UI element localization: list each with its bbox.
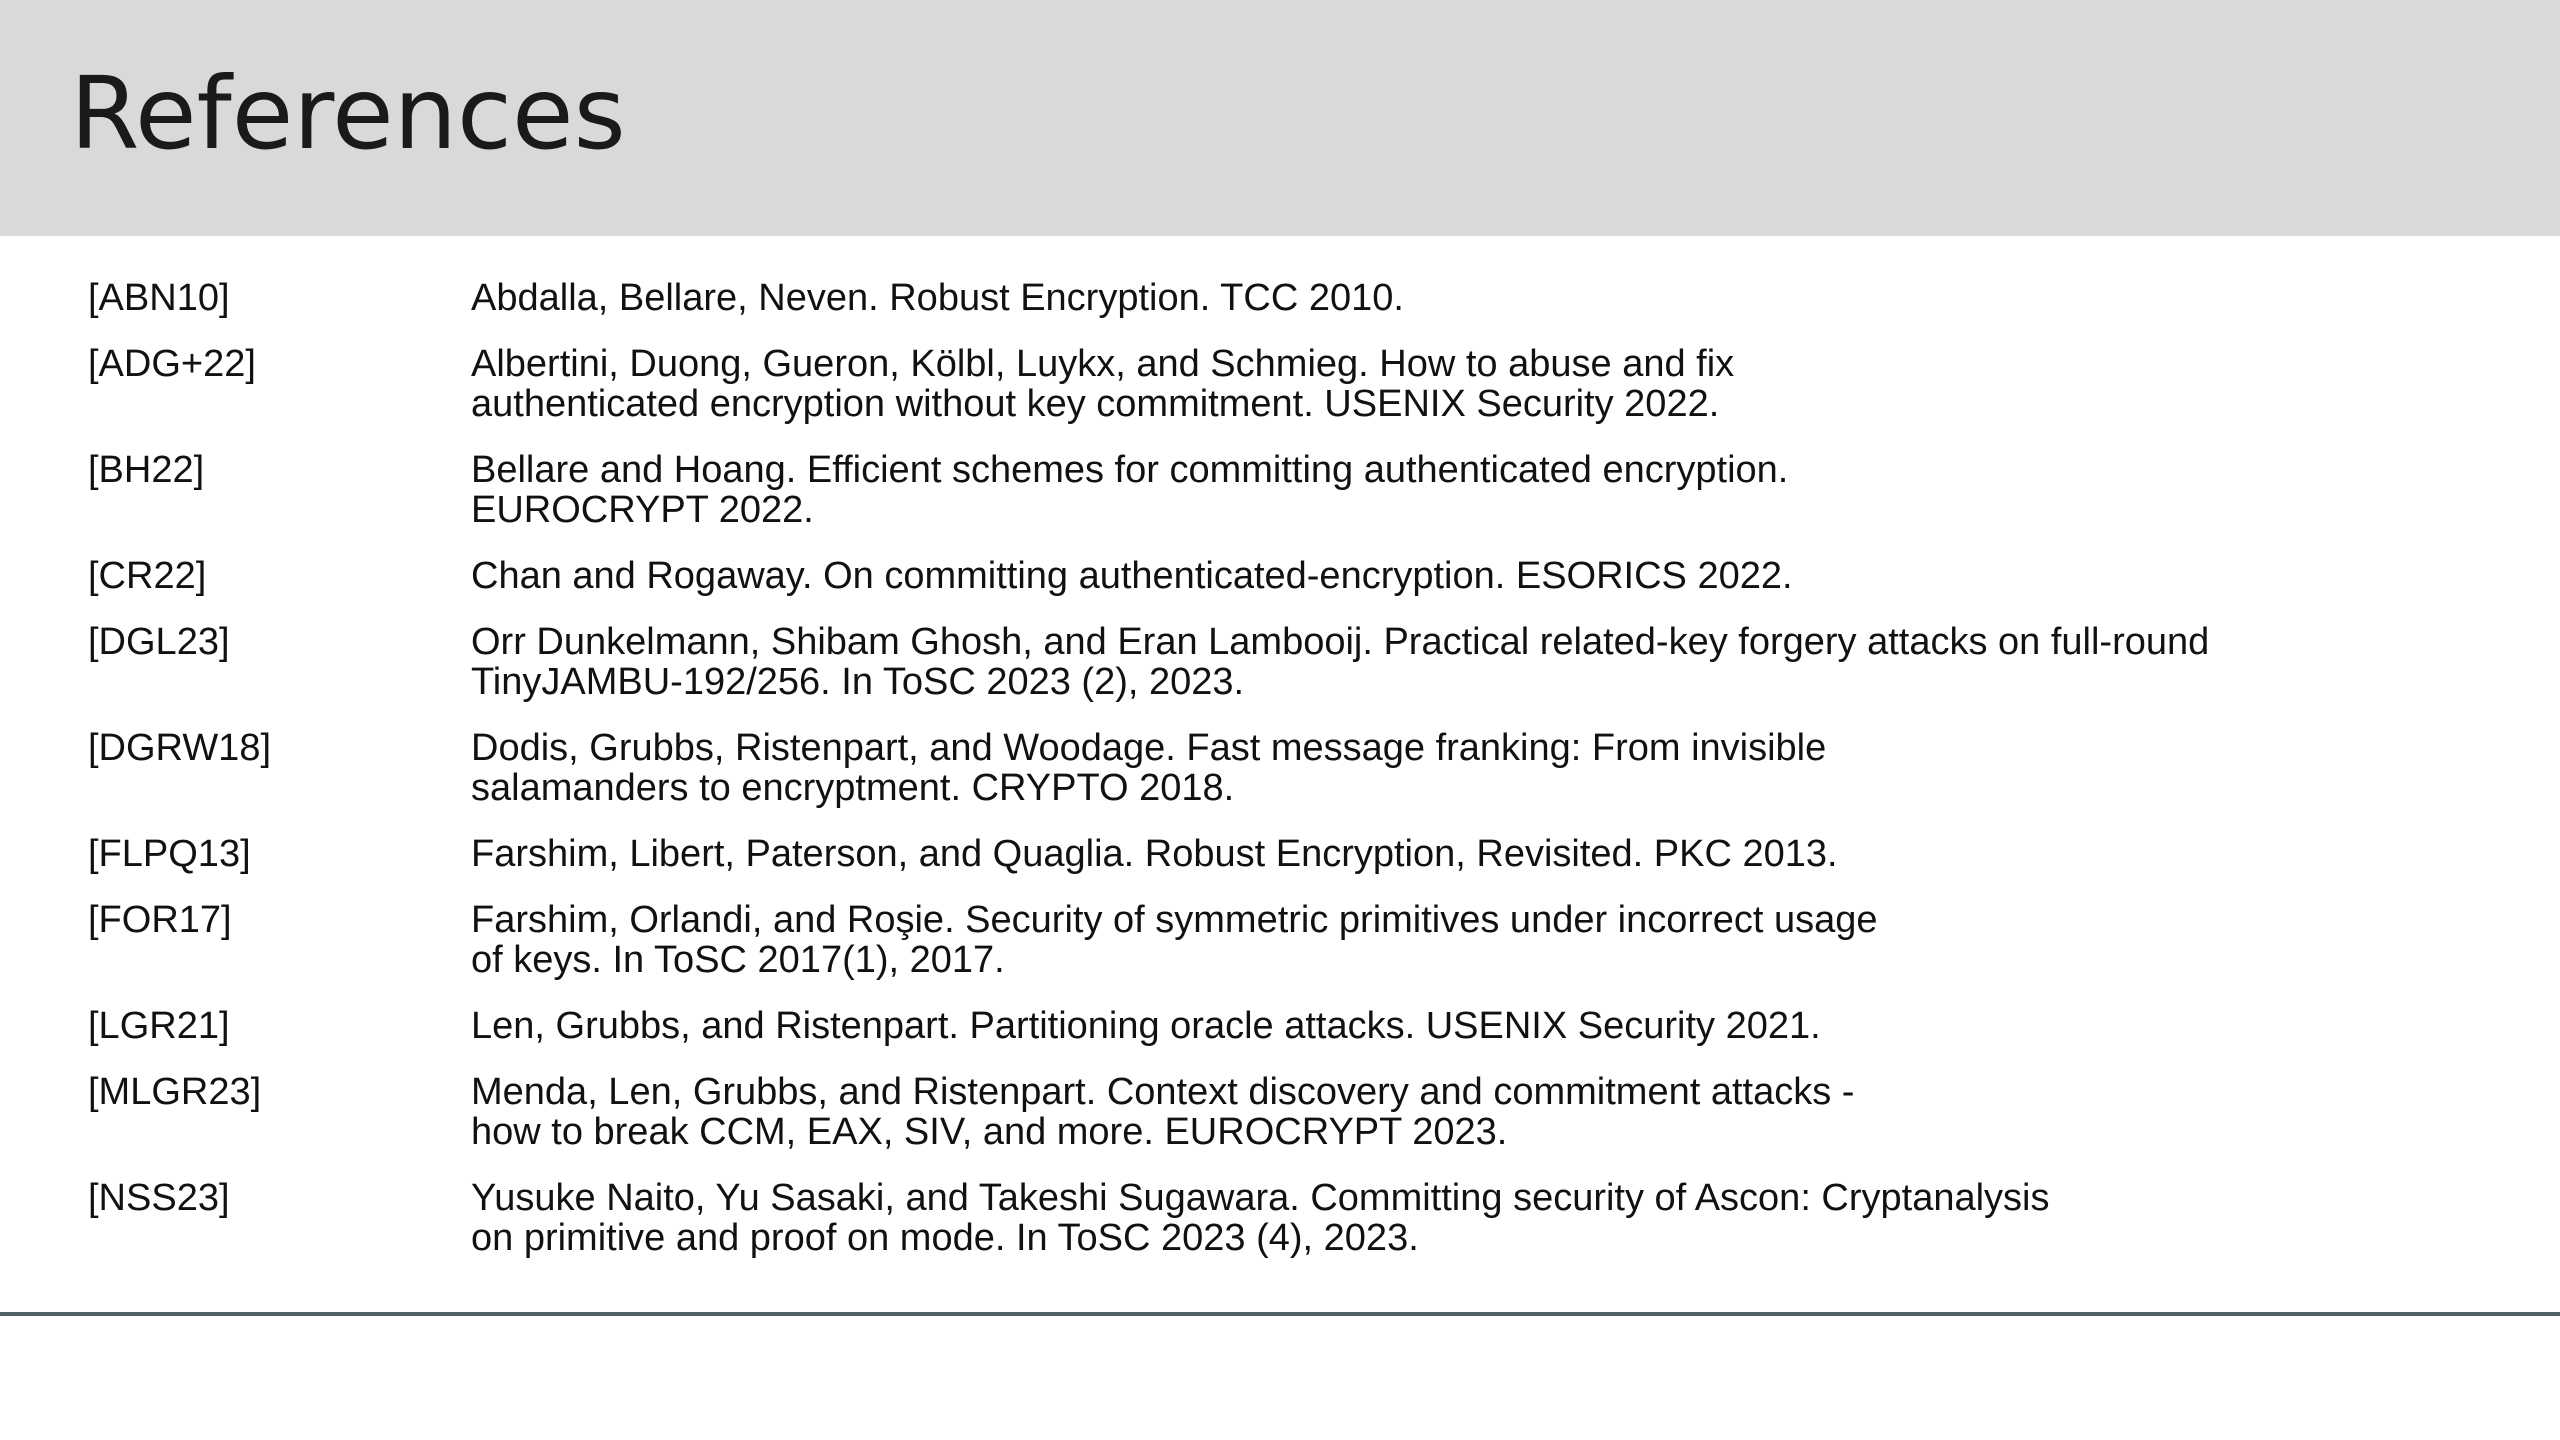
reference-item	[88, 1006, 2518, 1046]
reference-item	[88, 1178, 2518, 1258]
reference-text	[471, 278, 2518, 318]
reference-key: [FOR17]	[88, 899, 232, 941]
reference-text-line: of keys. In ToSC 2017(1), 2017.	[471, 939, 1005, 981]
reference-text-line: Farshim, Libert, Paterson, and Quaglia. Robust Encryption, Revisited. PKC 2013.	[471, 833, 1838, 875]
reference-text-line: Orr Dunkelmann, Shibam Ghosh, and Eran Lambooij. Practical related-key forgery attacks on full-round	[471, 621, 2210, 663]
reference-text-line: Chan and Rogaway. On committing authenticated-encryption. ESORICS 2022.	[471, 555, 1793, 597]
reference-key: [ABN10]	[88, 277, 230, 319]
reference-item	[88, 728, 2518, 808]
reference-text	[471, 450, 2518, 530]
reference-text-line: Menda, Len, Grubbs, and Ristenpart. Context discovery and commitment attacks -	[471, 1071, 1855, 1113]
reference-text	[471, 728, 2518, 808]
title-bar	[0, 0, 2560, 236]
reference-list	[88, 278, 2518, 1284]
reference-text-line: Farshim, Orlandi, and Roşie. Security of symmetric primitives under incorrect usage	[471, 899, 1878, 941]
reference-text-line: Yusuke Naito, Yu Sasaki, and Takeshi Sugawara. Committing security of Ascon: Cryptanalysis	[471, 1177, 2050, 1219]
reference-text	[471, 900, 2518, 980]
reference-key: [DGRW18]	[88, 727, 272, 769]
reference-item	[88, 278, 2518, 318]
reference-key: [MLGR23]	[88, 1071, 262, 1113]
reference-item	[88, 556, 2518, 596]
reference-text-line: Bellare and Hoang. Efficient schemes for committing authenticated encryption.	[471, 449, 1789, 491]
bottom-divider	[0, 1312, 2560, 1316]
reference-text	[471, 1006, 2518, 1046]
reference-item	[88, 900, 2518, 980]
reference-item	[88, 834, 2518, 874]
reference-text-line: how to break CCM, EAX, SIV, and more. EUROCRYPT 2023.	[471, 1111, 1508, 1153]
reference-text-line: TinyJAMBU-192/256. In ToSC 2023 (2), 2023.	[471, 661, 1245, 703]
reference-text-line: EUROCRYPT 2022.	[471, 489, 814, 531]
reference-item	[88, 450, 2518, 530]
reference-key: [DGL23]	[88, 621, 230, 663]
reference-text	[471, 834, 2518, 874]
reference-text	[471, 1072, 2518, 1152]
reference-text-line: on primitive and proof on mode. In ToSC 2023 (4), 2023.	[471, 1217, 1419, 1259]
reference-key: [FLPQ13]	[88, 833, 251, 875]
reference-text	[471, 622, 2518, 702]
reference-item	[88, 622, 2518, 702]
reference-text-line: Len, Grubbs, and Ristenpart. Partitioning oracle attacks. USENIX Security 2021.	[471, 1005, 1821, 1047]
reference-text	[471, 344, 2518, 424]
reference-item	[88, 344, 2518, 424]
reference-text-line: authenticated encryption without key commitment. USENIX Security 2022.	[471, 383, 1720, 425]
reference-text	[471, 556, 2518, 596]
reference-text-line: Albertini, Duong, Gueron, Kölbl, Luykx, and Schmieg. How to abuse and fix	[471, 343, 1735, 385]
reference-text-line: Abdalla, Bellare, Neven. Robust Encryption. TCC 2010.	[471, 277, 1404, 319]
reference-key: [BH22]	[88, 449, 205, 491]
reference-key: [NSS23]	[88, 1177, 230, 1219]
reference-item	[88, 1072, 2518, 1152]
reference-key: [CR22]	[88, 555, 207, 597]
reference-text-line: salamanders to encryptment. CRYPTO 2018.	[471, 767, 1235, 809]
reference-text-line: Dodis, Grubbs, Ristenpart, and Woodage. Fast message franking: From invisible	[471, 727, 1827, 769]
slide-title: References	[70, 55, 626, 172]
reference-text	[471, 1178, 2518, 1258]
reference-key: [ADG+22]	[88, 343, 256, 385]
reference-key: [LGR21]	[88, 1005, 230, 1047]
